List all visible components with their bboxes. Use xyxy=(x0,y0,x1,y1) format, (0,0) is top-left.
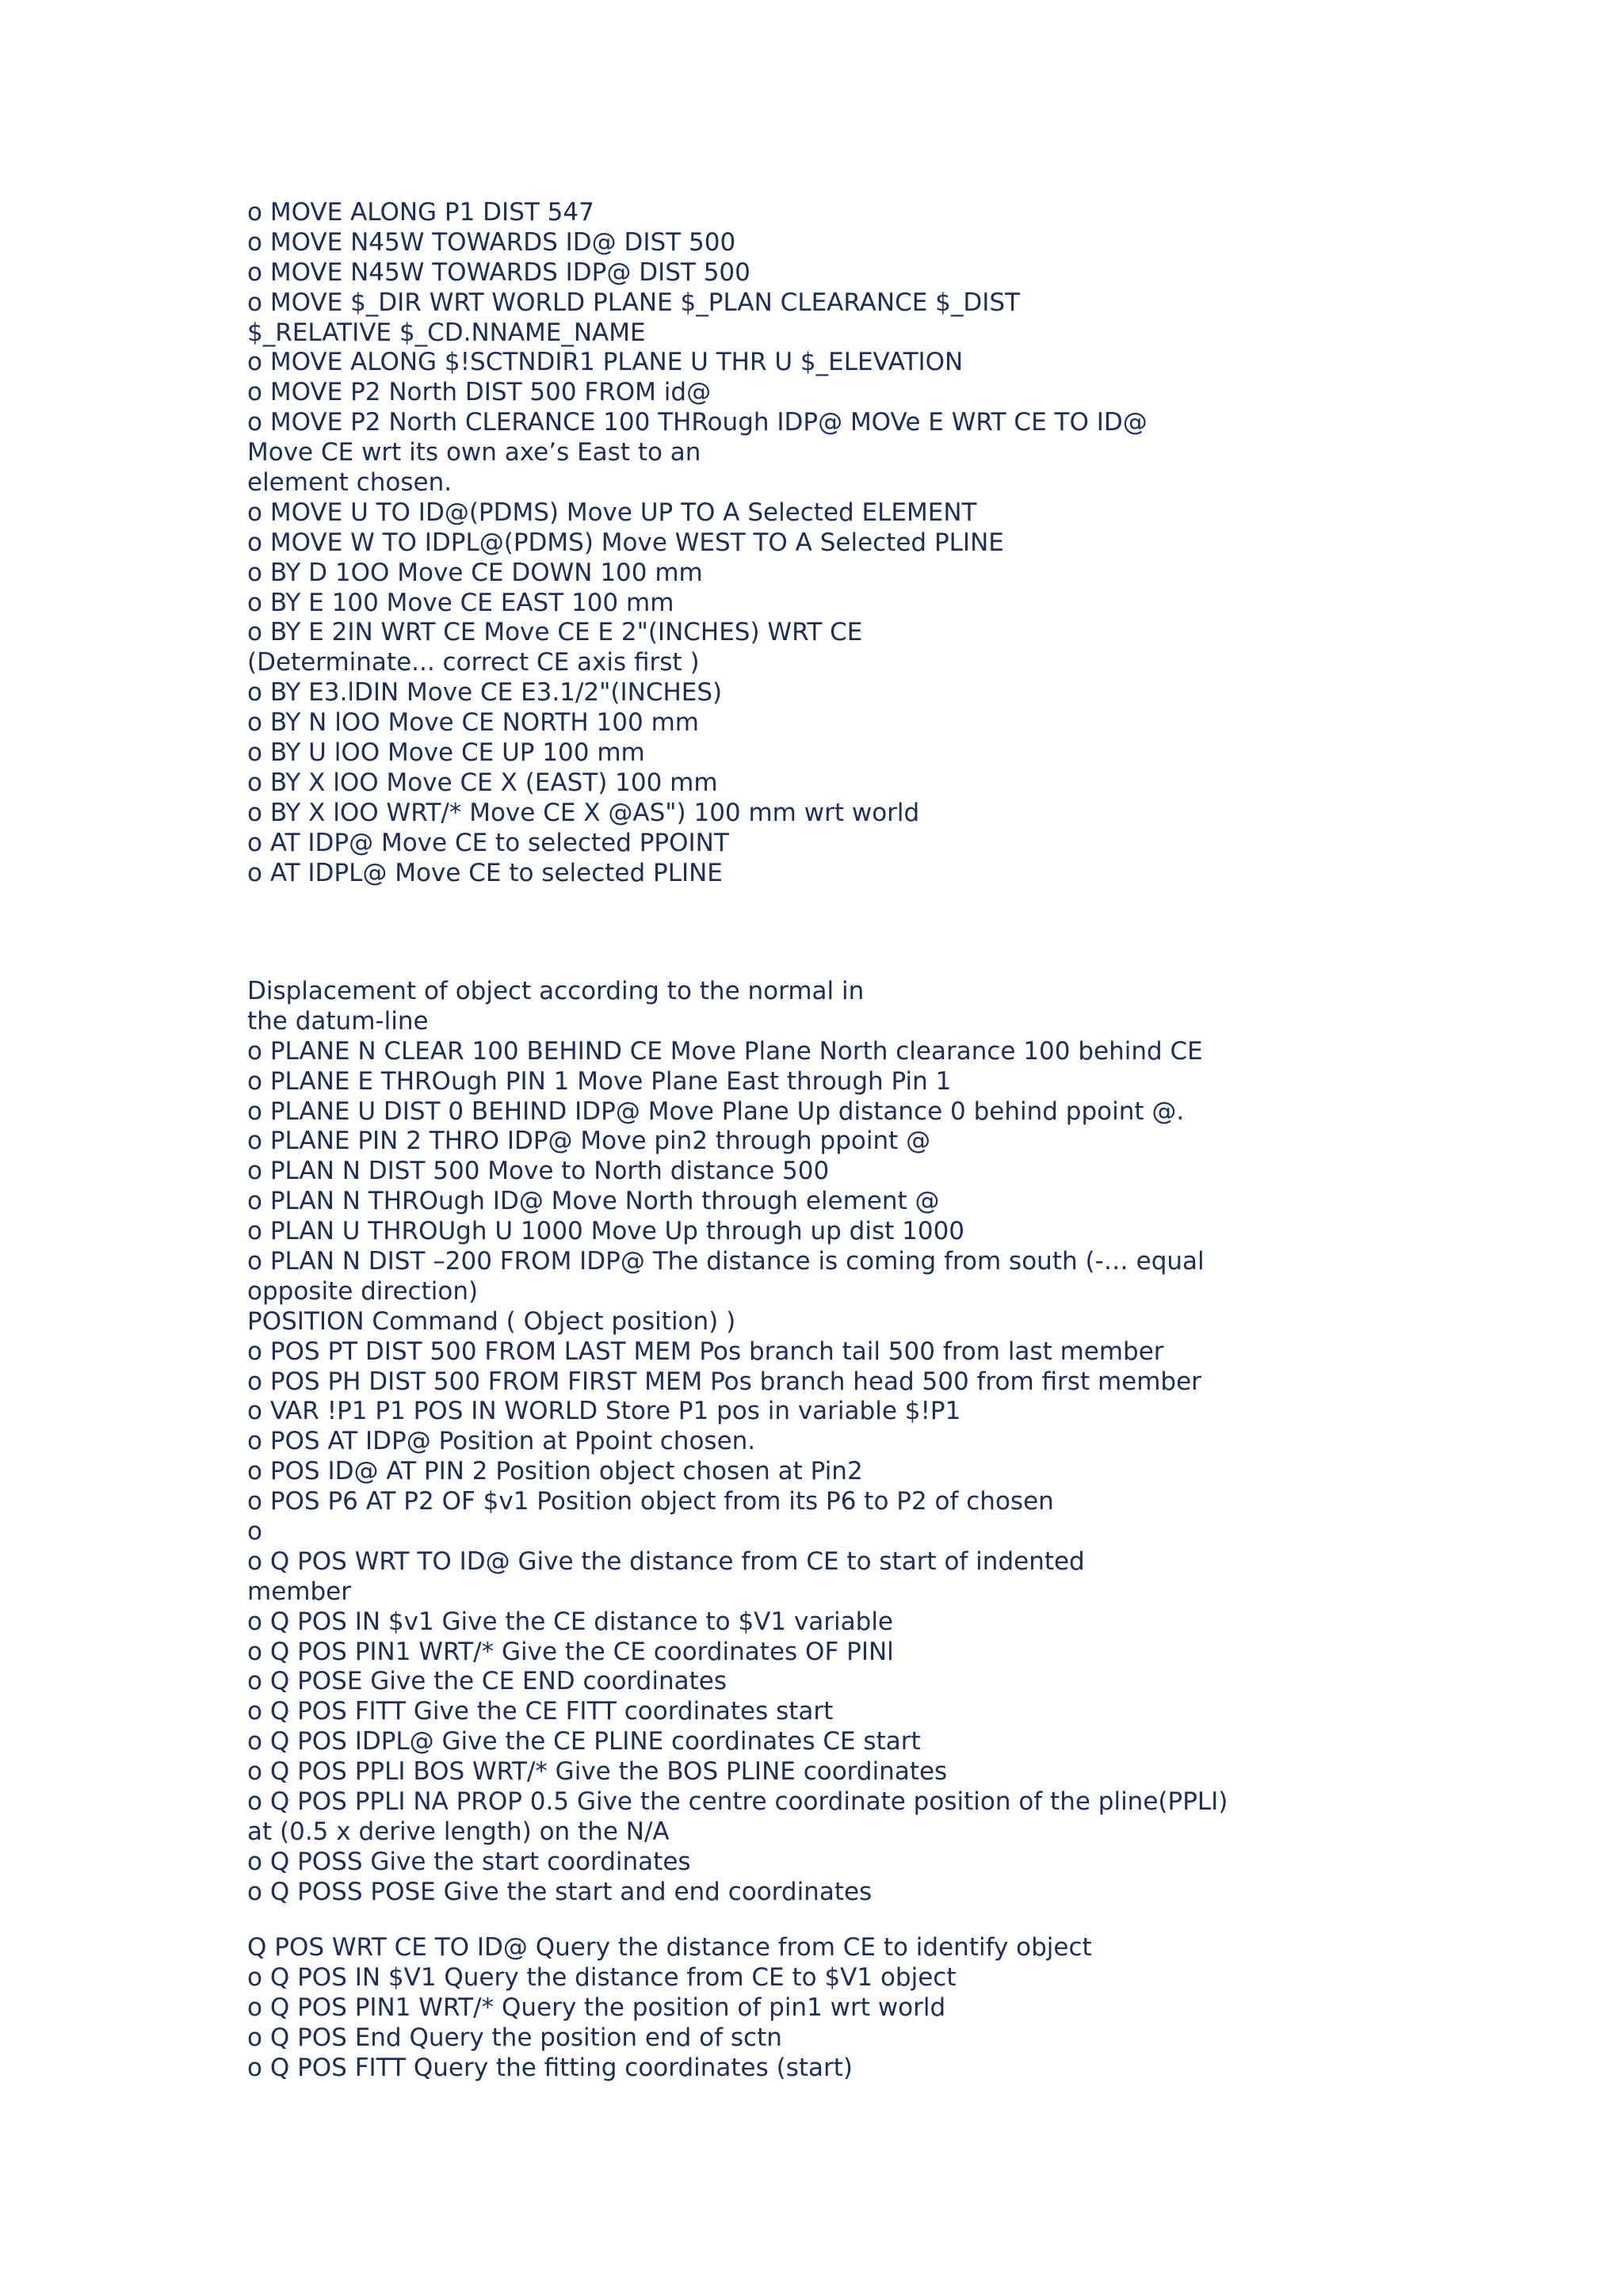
text-line: o PLANE PIN 2 THRO IDP@ Move pin2 through ppoint @ xyxy=(247,1127,931,1156)
query-position-commands-section xyxy=(247,1933,1547,2083)
text-line: o POS PH DIST 500 FROM FIRST MEM Pos branch head 500 from first member xyxy=(247,1367,1201,1396)
text-line: opposite direction) xyxy=(247,1276,479,1306)
text-line: o MOVE ALONG $!SCTNDIR1 PLANE U THR U $_ELEVATION xyxy=(247,348,964,377)
text-line: o PLAN N THROugh ID@ Move North through element @ xyxy=(247,1187,940,1216)
text-line: o Q POS End Query the position end of sctn xyxy=(247,2023,782,2052)
text-line: the datum-line xyxy=(247,1006,429,1035)
text-line: o MOVE P2 North DIST 500 FROM id@ xyxy=(247,378,712,407)
text-line: o POS ID@ AT PIN 2 Position object chosen at Pin2 xyxy=(247,1457,863,1486)
text-line: o Q POS IN $v1 Give the CE distance to $V1 variable xyxy=(247,1607,894,1636)
text-line: o Q POS IN $V1 Query the distance from CE to $V1 object xyxy=(247,1962,957,1992)
text-line: Move CE wrt its own axe’s East to an xyxy=(247,438,701,467)
move-commands-section xyxy=(247,198,1547,888)
text-line: o PLAN U THROUgh U 1000 Move Up through up dist 1000 xyxy=(247,1217,965,1246)
text-line: Q POS WRT CE TO ID@ Query the distance from CE to identify object xyxy=(247,1933,1092,1962)
text-line: o MOVE ALONG P1 DIST 547 xyxy=(247,198,594,227)
text-line: Displacement of object according to the normal in xyxy=(247,977,865,1005)
text-line: o PLANE U DIST 0 BEHIND IDP@ Move Plane Up distance 0 behind ppoint @. xyxy=(247,1097,1185,1126)
text-line: at (0.5 x derive length) on the N/A xyxy=(247,1817,670,1846)
text-line: o Q POS WRT TO ID@ Give the distance from CE to start of indented xyxy=(247,1547,1085,1576)
text-line: (Determinate... correct CE axis first ) xyxy=(247,648,700,677)
text-line: o Q POS FITT Give the CE FITT coordinates start xyxy=(247,1697,834,1726)
text-line: o Q POS IDPL@ Give the CE PLINE coordinates CE start xyxy=(247,1727,921,1756)
text-line: o Q POSS POSE Give the start and end coordinates xyxy=(247,1877,873,1906)
text-line: o BY E3.lDIN Move CE E3.1/2"(INCHES) xyxy=(247,678,723,707)
text-line: o PLANE N CLEAR 100 BEHIND CE Move Plane North clearance 100 behind CE xyxy=(247,1036,1203,1066)
text-line: o AT IDP@ Move CE to selected PPOINT xyxy=(247,828,729,857)
text-line: o POS PT DIST 500 FROM LAST MEM Pos branch tail 500 from last member xyxy=(247,1337,1164,1366)
text-line: o BY N lOO Move CE NORTH 100 mm xyxy=(247,708,699,738)
text-line: o BY E 100 Move CE EAST 100 mm xyxy=(247,588,674,617)
text-line: o PLAN N DIST 500 Move to North distance 500 xyxy=(247,1157,830,1186)
text-line: o MOVE N45W TOWARDS ID@ DIST 500 xyxy=(247,227,736,257)
text-line: member xyxy=(247,1577,351,1606)
text-line: o BY X lOO WRT/* Move CE X @AS") 100 mm wrt world xyxy=(247,798,920,827)
text-line: o BY E 2IN WRT CE Move CE E 2"(INCHES) WRT CE xyxy=(247,618,863,647)
text-line: o MOVE $_DIR WRT WORLD PLANE $_PLAN CLEARANCE $_DIST xyxy=(247,288,1021,317)
text-line: o MOVE U TO ID@(PDMS) Move UP TO A Selected ELEMENT xyxy=(247,498,977,527)
text-line: o VAR !P1 P1 POS IN WORLD Store P1 pos in variable $!P1 xyxy=(247,1397,961,1426)
text-line: o POS AT IDP@ Position at Ppoint chosen. xyxy=(247,1427,756,1456)
text-line: o Q POS PIN1 WRT/* Query the position of pin1 wrt world xyxy=(247,1993,946,2022)
text-line: o AT IDPL@ Move CE to selected PLINE xyxy=(247,858,723,887)
text-line: o BY U lOO Move CE UP 100 mm xyxy=(247,738,645,768)
text-line: o Q POS PIN1 WRT/* Give the CE coordinates OF PINl xyxy=(247,1637,894,1666)
text-line: o xyxy=(247,1517,262,1547)
text-line: o MOVE P2 North CLERANCE 100 THRough IDP@ MOVe E WRT CE TO ID@ xyxy=(247,408,1148,437)
text-line: o MOVE N45W TOWARDS IDP@ DIST 500 xyxy=(247,257,750,287)
text-line: o BY D 1OO Move CE DOWN 100 mm xyxy=(247,558,703,587)
plane-position-commands-section xyxy=(247,977,1547,1908)
text-line: element chosen. xyxy=(247,468,453,498)
text-line: o Q POS PPLI BOS WRT/* Give the BOS PLINE coordinates xyxy=(247,1757,948,1787)
text-line: o Q POS FITT Query the fitting coordinates (start) xyxy=(247,2053,854,2082)
text-line: o PLANE E THROugh PIN 1 Move Plane East through Pin 1 xyxy=(247,1066,952,1096)
text-line: o Q POSE Give the CE END coordinates xyxy=(247,1667,727,1696)
text-line: o BY X lOO Move CE X (EAST) 100 mm xyxy=(247,768,718,797)
text-line: o Q POS PPLI NA PROP 0.5 Give the centre coordinate position of the pline(PPLI) xyxy=(247,1787,1228,1817)
text-line: o POS P6 AT P2 OF $v1 Position object from its P6 to P2 of chosen xyxy=(247,1487,1054,1516)
text-line: POSITION Command ( Object position) ) xyxy=(247,1306,736,1336)
text-line: o Q POSS Give the start coordinates xyxy=(247,1847,691,1876)
text-line: $_RELATIVE $_CD.NNAME_NAME xyxy=(247,318,646,347)
text-line: o MOVE W TO IDPL@(PDMS) Move WEST TO A Selected PLINE xyxy=(247,528,1004,557)
text-line: o PLAN N DIST –200 FROM IDP@ The distance is coming from south (-… equal xyxy=(247,1247,1205,1276)
